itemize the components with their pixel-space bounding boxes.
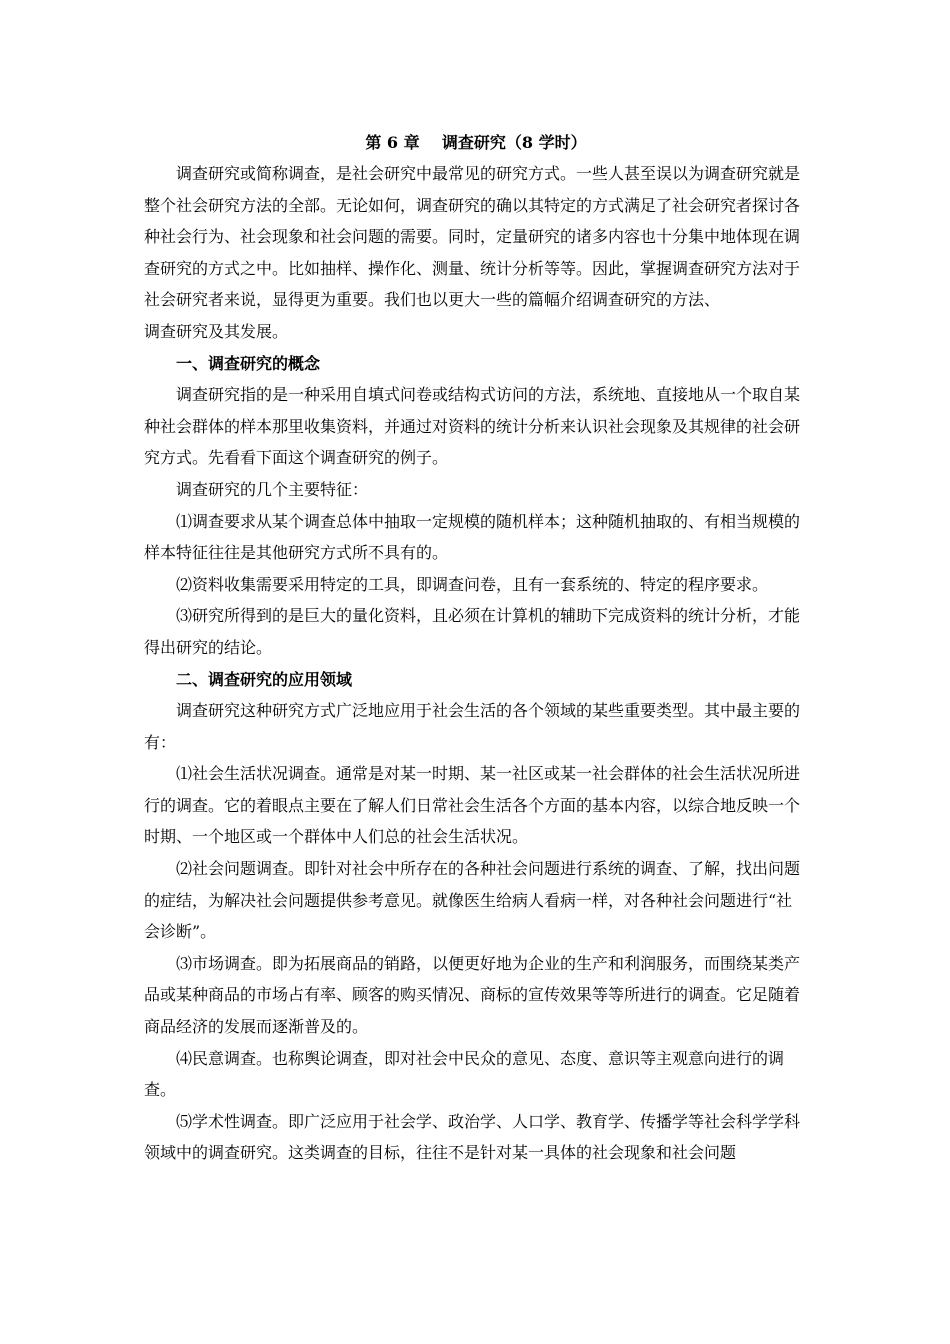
application-item-3: ⑶市场调查。即为拓展商品的销路，以便更好地为企业的生产和利润服务，而围绕某类产品或某种商品的市场占有率、顾客的购买情况、商标的宣传效果等等所进行的调查。它足随着商品经济的发展而逐渐普及的。 (144, 953, 801, 1037)
features-intro-paragraph: 调查研究的几个主要特征： (176, 479, 369, 499)
feature-item-3: ⑶研究所得到的是巨大的量化资料，且必须在计算机的辅助下完成资料的统计分析，才能得出研究的结论。 (144, 606, 801, 657)
intro-tail-paragraph: 调查研究及其发展。 (144, 321, 289, 341)
section-heading-applications: 二、调查研究的应用领域 (176, 669, 353, 689)
application-item-1: ⑴社会生活状况调查。通常是对某一时期、某一社区或某一社会群体的社会生活状况所进行的调查。它的着眼点主要在了解人们日常社会生活各个方面的基本内容，以综合地反映一个时期、一个地区或一个群体中人们总的社会生活状况。 (144, 764, 801, 847)
application-item-5: ⑸学术性调查。即广泛应用于社会学、政治学、人口学、教育学、传播学等社会科学学科领域中的调查研究。这类调查的目标，往往不是针对某一具体的社会现象和社会问题 (144, 1111, 801, 1163)
chapter-title: 第 6 章 调查研究（8 学时） (365, 133, 587, 152)
applications-paragraph: 调查研究这种研究方式广泛地应用于社会生活的各个领域的某些重要类型。其中最主要的有： (144, 701, 801, 752)
feature-item-1: ⑴调查要求从某个调查总体中抽取一定规模的随机样本；这种随机抽取的、有相当规模的样本特征往往是其他研究方式所不具有的。 (144, 511, 801, 563)
section-heading-concept: 一、调查研究的概念 (176, 353, 321, 373)
feature-item-2: ⑵资料收集需要采用特定的工具，即调查问卷，且有一套系统的、特定的程序要求。 (176, 574, 769, 594)
document-page (144, 128, 808, 1169)
application-item-2: ⑵社会问题调查。即针对社会中所存在的各种社会问题进行系统的调查、了解，找出问题的症结，为解决社会问题提供参考意见。就像医生给病人看病一样，对各种社会问题进行“社会诊断”。 (144, 859, 801, 942)
intro-paragraph: 调查研究或简称调查，是社会研究中最常见的研究方式。一些人甚至误以为调查研究就是整个社会研究方法的全部。无论如何，调查研究的确以其特定的方式满足了社会研究者探讨各种社会行为、社会现象和社会问题的需要。同时，定量研究的诸多内容也十分集中地体现在调查研究的方式之中。比如抽样、操作化、测量、统计分析等等。因此，掌握调查研究方法对于社会研究者来说，显得更为重要。我们也以更大一些的篇幅介绍调查研究的方法、 (144, 164, 801, 310)
concept-paragraph: 调查研究指的是一种采用自填式问卷或结构式访问的方法，系统地、直接地从一个取自某种社会群体的样本那里收集资料，并通过对资料的统计分析来认识社会现象及其规律的社会研究方式。先看看下面这个调查研究的例子。 (144, 385, 801, 468)
application-item-4: ⑷民意调查。也称舆论调查，即对社会中民众的意见、态度、意识等主观意向进行的调查。 (144, 1048, 785, 1100)
